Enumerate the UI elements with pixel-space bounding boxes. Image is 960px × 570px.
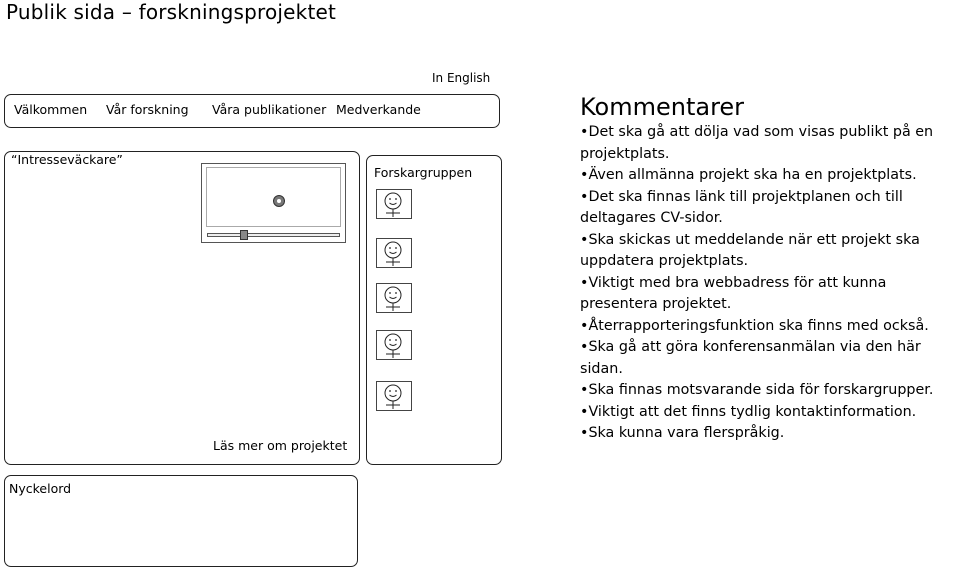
comment-item: • Även allmänna projekt ska ha en projektplats. <box>580 165 958 187</box>
nav-item-vara-publikationer[interactable]: Våra publikationer <box>212 102 327 117</box>
comment-item: • Ska skickas ut meddelande när ett projekt ska uppdatera projektplats. <box>580 230 958 273</box>
video-player[interactable] <box>201 163 346 243</box>
comments-title: Kommentarer <box>580 93 745 121</box>
comment-item: • Återrapporteringsfunktion ska finns med också. <box>580 316 958 338</box>
keywords-title: Nyckelord <box>9 481 72 496</box>
person-icon[interactable] <box>376 381 412 411</box>
nav-item-valkommen[interactable]: Välkommen <box>14 102 88 117</box>
person-icon[interactable] <box>376 189 412 219</box>
nav-item-var-forskning[interactable]: Vår forskning <box>106 102 189 117</box>
comment-item: • Ska gå att göra konferensanmälan via den här sidan. <box>580 337 958 380</box>
teaser-heading: “Intresseväckare” <box>11 152 123 167</box>
comment-item: • Ska finnas motsvarande sida för forskargrupper. <box>580 380 958 402</box>
main-navigation <box>4 94 500 128</box>
nav-item-medverkande[interactable]: Medverkande <box>336 102 421 117</box>
person-icon[interactable] <box>376 330 412 360</box>
read-more-link[interactable]: Läs mer om projektet <box>213 438 348 453</box>
play-icon[interactable] <box>273 195 285 207</box>
person-icon[interactable] <box>376 283 412 313</box>
seek-handle[interactable] <box>240 230 248 240</box>
comments-list <box>580 122 958 445</box>
video-seek-bar[interactable] <box>207 233 340 237</box>
comment-item: • Viktigt med bra webbadress för att kunna presentera projektet. <box>580 273 958 316</box>
video-screen[interactable] <box>206 167 341 227</box>
comment-item: • Det ska gå att dölja vad som visas publikt på en projektplats. <box>580 122 958 165</box>
comment-item: • Ska kunna vara flerspråkig. <box>580 423 958 445</box>
language-link[interactable]: In English <box>432 71 491 85</box>
comment-item: • Viktigt att det finns tydlig kontaktinformation. <box>580 402 958 424</box>
comment-item: • Det ska finnas länk till projektplanen och till deltagares CV-sidor. <box>580 187 958 230</box>
person-icon[interactable] <box>376 238 412 268</box>
research-group-title: Forskargruppen <box>374 165 473 180</box>
page-title: Publik sida – forskningsprojektet <box>6 0 337 24</box>
comments-section <box>580 92 958 445</box>
